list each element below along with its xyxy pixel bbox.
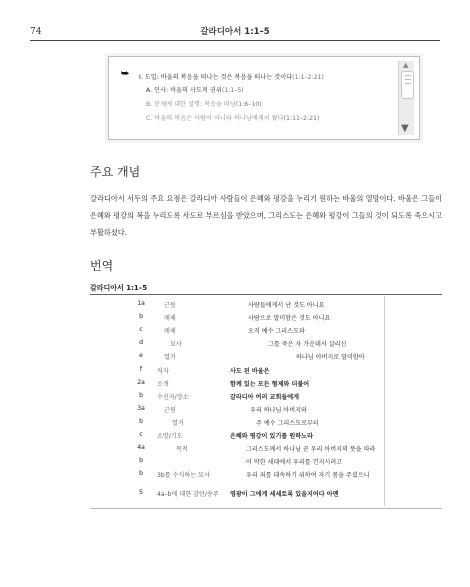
running-title: 갈라디아서 1:1–5 <box>200 27 270 37</box>
table-top-rule <box>90 294 442 295</box>
verse-number: d <box>139 339 143 346</box>
table-row <box>0 489 470 501</box>
verse-number: f <box>139 366 143 373</box>
row-label: 근원 <box>164 302 176 309</box>
table-row <box>0 470 470 482</box>
row-text: 오직 예수 그리스도와 <box>248 328 305 335</box>
header-rule <box>30 40 440 41</box>
row-text: 사람으로 말미암은 것도 아니요 <box>248 315 331 322</box>
table-row <box>0 352 470 364</box>
outline-item-2[interactable] <box>146 85 244 94</box>
table-row <box>0 418 470 430</box>
row-text: 사도 된 바울은 <box>230 368 270 375</box>
table-row <box>0 300 470 312</box>
outline-item-1[interactable] <box>139 72 324 81</box>
row-text: 영광이 그에게 세세토록 있을지어다 아멘 <box>230 491 339 498</box>
outline-item-4[interactable] <box>146 113 319 122</box>
row-text: 은혜와 평강이 있기를 원하노라 <box>230 433 313 440</box>
verse-number: c <box>139 431 143 438</box>
row-text: 함께 있는 모든 형제와 더불어 <box>230 381 310 388</box>
table-row <box>0 431 470 443</box>
row-label: 묘사 <box>170 341 182 348</box>
outline-panel <box>108 56 420 140</box>
translation-table-title: 갈라디아서 1:1–5 <box>90 284 148 292</box>
table-row <box>0 379 470 391</box>
verse-number: b <box>139 392 143 399</box>
row-label: 수신자/장소 <box>157 394 189 401</box>
outline-item-ref: (1:1–5) <box>221 87 244 94</box>
verse-number: 3a <box>137 405 145 412</box>
row-label: 저자 <box>157 368 169 375</box>
row-label: 소개 <box>157 381 169 388</box>
verse-number: 4a <box>137 444 145 451</box>
outline-item-text: I. 도입: 바울의 복음을 떠나는 것은 복음을 떠나는 것이다 <box>139 74 293 81</box>
table-row <box>0 339 470 351</box>
table-row <box>0 444 470 456</box>
row-text: 갈라디아 여러 교회들에게 <box>230 394 299 401</box>
section-heading-concepts: 주요 개념 <box>90 165 141 179</box>
scroll-up-icon[interactable]: ▲ <box>403 61 409 69</box>
table-row <box>0 313 470 325</box>
concepts-paragraph: 갈라디아서 서두의 주요 요점은 갈라디아 사람들이 은혜와 평강을 누리기 원하는 바울의 열망이다. 바울은 그들이 은혜와 평강의 복을 누리도록 사도로 부르심을 받았으며, 그리스도는 은혜와 평강이 그들의 것이 되도록 죽으시고 부활하셨다. <box>90 194 442 237</box>
outline-scrollbar[interactable] <box>398 61 414 135</box>
outline-item-ref: (1:1–2:21) <box>292 74 324 81</box>
table-row <box>0 405 470 417</box>
return-arrow-icon[interactable]: ⮩ <box>121 69 130 79</box>
section-heading-translation: 번역 <box>90 259 114 273</box>
row-label: 근원 <box>164 407 176 414</box>
verse-number: 2a <box>137 379 145 386</box>
row-text: 주 예수 그리스도로부터 <box>256 420 319 427</box>
verse-number: e <box>139 352 143 359</box>
outline-item-ref: (1:11–2:21) <box>283 115 320 122</box>
row-label: 소망/기도 <box>157 433 183 440</box>
table-row <box>0 457 470 469</box>
verse-number: b <box>139 470 143 477</box>
row-text: 하나님 아버지로 말미암아 <box>296 354 365 361</box>
row-label: 목적 <box>176 446 188 453</box>
outline-item-text: A. 인사: 바울의 사도적 권위 <box>146 87 222 94</box>
page-number: 74 <box>30 27 42 37</box>
row-text: 그를 죽은 자 가운데서 살리신 <box>268 341 347 348</box>
verse-number: b <box>139 457 143 464</box>
scroll-down-icon[interactable]: ▼ <box>401 123 409 134</box>
outline-item-ref: (1:6–10) <box>235 101 262 108</box>
outline-item-3[interactable] <box>146 99 262 108</box>
row-text: 그리스도께서 하나님 곧 우리 아버지의 뜻을 따라 <box>246 446 376 453</box>
table-bottom-rule <box>90 508 442 509</box>
row-text: 우리 죄를 대속하기 위하여 자기 몸을 주셨으니 <box>246 472 370 479</box>
verse-number: c <box>139 326 143 333</box>
outline-item-text: C. 바울의 복음은 사람이 아니라 하나님에게서 왔다 <box>146 115 284 122</box>
row-label: 매체 <box>164 315 176 322</box>
verse-number: 1a <box>137 300 145 307</box>
row-label: 4a–b에 대한 감탄/송주 <box>157 491 219 498</box>
verse-number: 5 <box>139 489 143 496</box>
row-text: 이 악한 세대에서 우리를 건지시려고 <box>246 459 343 466</box>
table-row <box>0 366 470 378</box>
table-row <box>0 326 470 338</box>
row-label: 매체 <box>164 328 176 335</box>
verse-number: b <box>139 313 143 320</box>
row-label: 3b를 수식하는 묘사 <box>157 472 210 479</box>
row-text: 사람들에게서 난 것도 아니요 <box>248 302 325 309</box>
row-label: 열거 <box>172 420 184 427</box>
verse-number: b <box>139 418 143 425</box>
table-row <box>0 392 470 404</box>
row-label: 열거 <box>164 354 176 361</box>
row-text: 우리 하나님 아버지와 <box>250 407 307 414</box>
scroll-thumb[interactable] <box>401 71 414 99</box>
outline-item-text: B. 문제에 대한 설명: 복음을 떠남 <box>146 101 236 108</box>
